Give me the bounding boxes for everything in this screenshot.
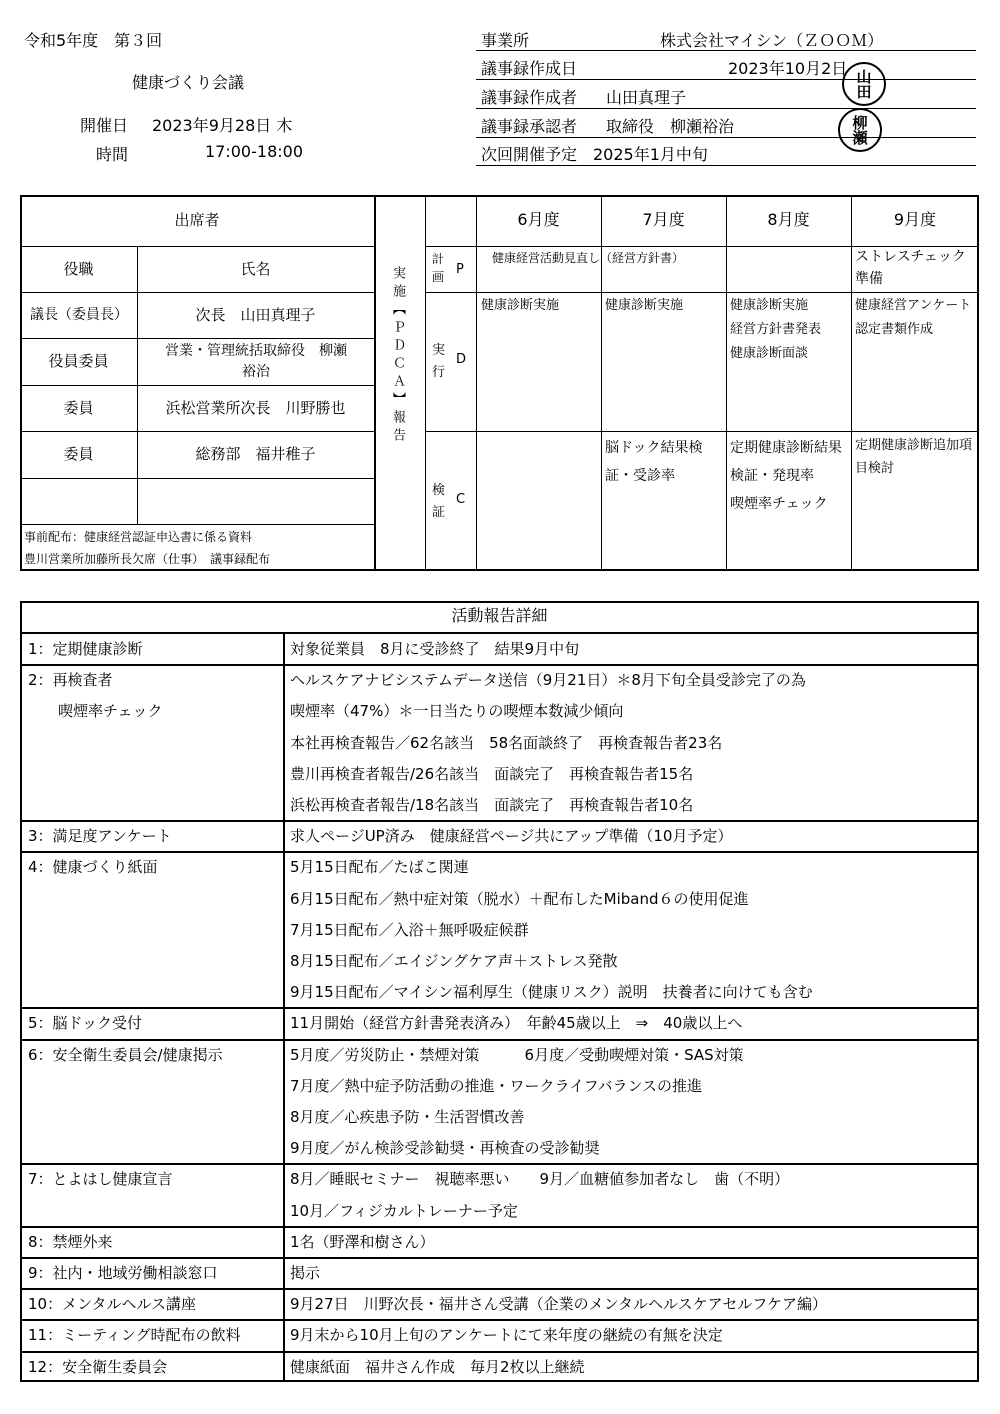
attendee-name: 営業・管理統括取締役 柳瀬裕治	[165, 343, 347, 380]
plan-label: 計画	[432, 252, 445, 284]
activity-item-label: 7：とよはし健康宣言	[28, 1170, 173, 1189]
divider	[20, 1226, 979, 1228]
do-july: 健康診断実施	[605, 298, 684, 313]
attendee-role: 議長（委員長）	[30, 306, 128, 323]
month-header: 7月度	[642, 210, 685, 230]
divider	[476, 195, 477, 571]
do-label: 実行	[432, 343, 446, 380]
era-round: 令和5年度 第３回	[24, 31, 163, 50]
activity-item-text: 豊川再検査者報告/26名該当 面談完了 再検査報告者15名	[290, 764, 694, 783]
date-value: 2023年9月28日 木	[152, 116, 293, 135]
attendee-role: 委員	[63, 445, 94, 463]
date-label: 開催日	[80, 116, 129, 135]
activity-item-text: 9月末から10月上旬のアンケートにて来年度の継続の有無を決定	[290, 1326, 723, 1345]
activity-item-label: 8：禁煙外来	[28, 1232, 113, 1251]
divider	[20, 524, 374, 525]
divider	[726, 195, 727, 571]
activity-item-text: 喫煙率（47%）＊一日当たりの喫煙本数減少傾向	[290, 702, 624, 721]
activity-item-label: 3：満足度アンケート	[28, 827, 172, 846]
activity-item-text: 健康紙面 福井さん作成 毎月2枚以上継続	[290, 1357, 585, 1376]
attendance-note: 事前配布：健康経営認証申込書に係る資料	[24, 530, 253, 544]
divider	[20, 851, 979, 853]
activity-item-text: 7月15日配布／入浴＋無呼吸症候群	[290, 920, 529, 939]
attendee-name: 浜松営業所次長 川野勝也	[165, 398, 346, 417]
plan-june: 健康経営活動見直し（経営方針書）	[492, 251, 685, 265]
check-august: 定期健康診断結果検証・発現率 喫煙率チェック	[730, 440, 842, 512]
time-value: 17:00-18:00	[205, 142, 303, 161]
stamp-yamada: 山田	[842, 62, 886, 106]
meeting-title: 健康づくり会議	[132, 73, 245, 92]
divider	[20, 1257, 979, 1259]
attendance-header: 出席者	[174, 211, 220, 229]
divider	[20, 1319, 979, 1321]
stamp-yanase: 柳瀬	[838, 108, 882, 152]
activity-item-text: 9月27日 川野次長・福井さん受講（企業のメンタルヘルスケアセルフケア編）	[290, 1295, 827, 1314]
divider	[476, 108, 976, 109]
divider	[425, 195, 426, 571]
divider	[20, 632, 979, 634]
divider	[476, 137, 976, 138]
activity-item-text: 5月15日配布／たばこ関連	[290, 858, 469, 877]
attendee-role: 役員委員	[48, 352, 109, 370]
col-name-header: 氏名	[240, 259, 271, 278]
activity-item-text: 7月度／熱中症予防活動の推進・ワークライフバランスの推進	[290, 1076, 702, 1095]
author-label: 議事録作成者	[481, 88, 578, 107]
activity-item-text: 求人ページUP済み 健康経営ページ共にアップ準備（10月予定）	[290, 827, 733, 846]
divider	[20, 1007, 979, 1009]
check-letter: C	[456, 492, 466, 507]
activity-item-text: 8月15日配布／エイジングケア声＋ストレス発散	[290, 952, 618, 970]
activity-title: 活動報告詳細	[451, 606, 548, 626]
activity-item-text: 10月／フィジカルトレーナー予定	[290, 1201, 518, 1220]
activity-item-label: 9：社内・地域労働相談窓口	[28, 1264, 218, 1282]
divider	[476, 79, 976, 80]
divider	[20, 664, 979, 666]
approver-label: 議事録承認者	[481, 117, 578, 136]
divider	[20, 1288, 979, 1290]
check-july: 脳ドック結果検証・受診率	[605, 440, 703, 484]
plan-letter: P	[456, 262, 464, 277]
do-letter: D	[456, 352, 467, 367]
divider	[374, 195, 376, 571]
approver-value: 取締役 柳瀬裕治	[606, 117, 735, 136]
do-june: 健康診断実施	[481, 298, 560, 313]
activity-item-text: ヘルスケアナビシステムデータ送信（9月21日）＊8月下旬全員受診完了の為	[290, 671, 806, 690]
month-header: 6月度	[517, 210, 560, 230]
office-label: 事業所	[481, 31, 530, 50]
activity-item-label: 10：メンタルヘルス講座	[28, 1295, 197, 1314]
check-september: 定期健康診断追加項目検討	[855, 438, 973, 476]
pdca-vertical-label: 実施【ＰＤＣＡ】報告	[390, 266, 405, 446]
check-label: 検証	[432, 483, 446, 520]
divider	[851, 195, 852, 571]
activity-item-label: 12：安全衛生委員会	[28, 1357, 168, 1376]
activity-item-label: 喫煙率チェック	[28, 702, 163, 721]
created-label: 議事録作成日	[481, 59, 578, 78]
activity-item-text: 6月15日配布／熱中症対策（脱水）＋配布したMiband６の使用促進	[290, 889, 749, 908]
activity-item-text: 8月度／心疾患予防・生活習慣改善	[290, 1108, 525, 1126]
activity-item-label: 1：定期健康診断	[28, 640, 143, 658]
activity-item-text: 浜松再検査者報告/18名該当 面談完了 再検査報告者10名	[290, 796, 694, 814]
activity-item-text: 1名（野澤和樹さん）	[290, 1232, 435, 1251]
divider	[425, 431, 979, 432]
attendee-role	[20, 478, 137, 524]
divider	[20, 820, 979, 822]
month-header: 9月度	[893, 210, 937, 230]
divider	[476, 165, 976, 166]
do-august: 健康診断実施 経営方針書発表 健康診断面談	[730, 298, 822, 361]
activity-item-text: 9月度／がん検診受診勧奨・再検査の受診勧奨	[290, 1139, 600, 1158]
attendee-name	[137, 478, 374, 524]
activity-item-label: 11：ミーティング時配布の飲料	[28, 1326, 241, 1345]
activity-item-text: 11月開始（経営方針書発表済み） 年齢45歳以上 ⇒ 40歳以上へ	[290, 1014, 743, 1033]
activity-item-label: 5：脳ドック受付	[28, 1014, 142, 1033]
activity-item-label: 6：安全衛生委員会/健康掲示	[28, 1045, 223, 1064]
attendee-role: 委員	[63, 398, 94, 417]
activity-item-text: 9月15日配布／マイシン福利厚生（健康リスク）説明 扶養者に向けても含む	[290, 983, 813, 1002]
divider	[20, 1039, 979, 1041]
divider	[425, 292, 979, 293]
divider	[476, 50, 976, 51]
created-value: 2023年10月2日	[728, 59, 848, 78]
author-value: 山田真理子	[606, 88, 687, 107]
month-header: 8月度	[767, 210, 810, 230]
attendee-name: 次長 山田真理子	[195, 305, 316, 324]
activity-item-text: 対象従業員 8月に受診終了 結果9月中旬	[290, 640, 580, 658]
activity-item-text: 8月／睡眠セミナー 視聴率悪い 9月／血糖値参加者なし 歯（不明）	[290, 1170, 790, 1189]
office-value: 株式会社マイシン（ＺＯＯＭ）	[660, 31, 884, 50]
attendance-note: 豊川営業所加藤所長欠席（仕事） 議事録配布	[24, 552, 271, 566]
time-label: 時間	[96, 145, 129, 164]
divider	[20, 1163, 979, 1165]
activity-item-label: 2：再検査者	[28, 671, 113, 690]
next-value: 2025年1月中旬	[593, 145, 708, 164]
activity-item-text: 5月度／労災防止・禁煙対策 6月度／受動喫煙対策・SAS対策	[290, 1045, 744, 1064]
do-september: 健康経営アンケート 認定書類作成	[855, 298, 972, 337]
attendee-name: 総務部 福井稚子	[195, 445, 316, 463]
next-label: 次回開催予定	[481, 145, 578, 164]
activity-item-text: 掲示	[290, 1264, 321, 1282]
plan-september: ストレスチェック準備	[855, 249, 966, 287]
activity-item-label: 4：健康づくり紙面	[28, 858, 158, 877]
divider	[20, 1351, 979, 1353]
col-role-header: 役職	[63, 259, 94, 278]
activity-item-text: 本社再検査報告／62名該当 58名面談終了 再検査報告者23名	[290, 733, 723, 752]
